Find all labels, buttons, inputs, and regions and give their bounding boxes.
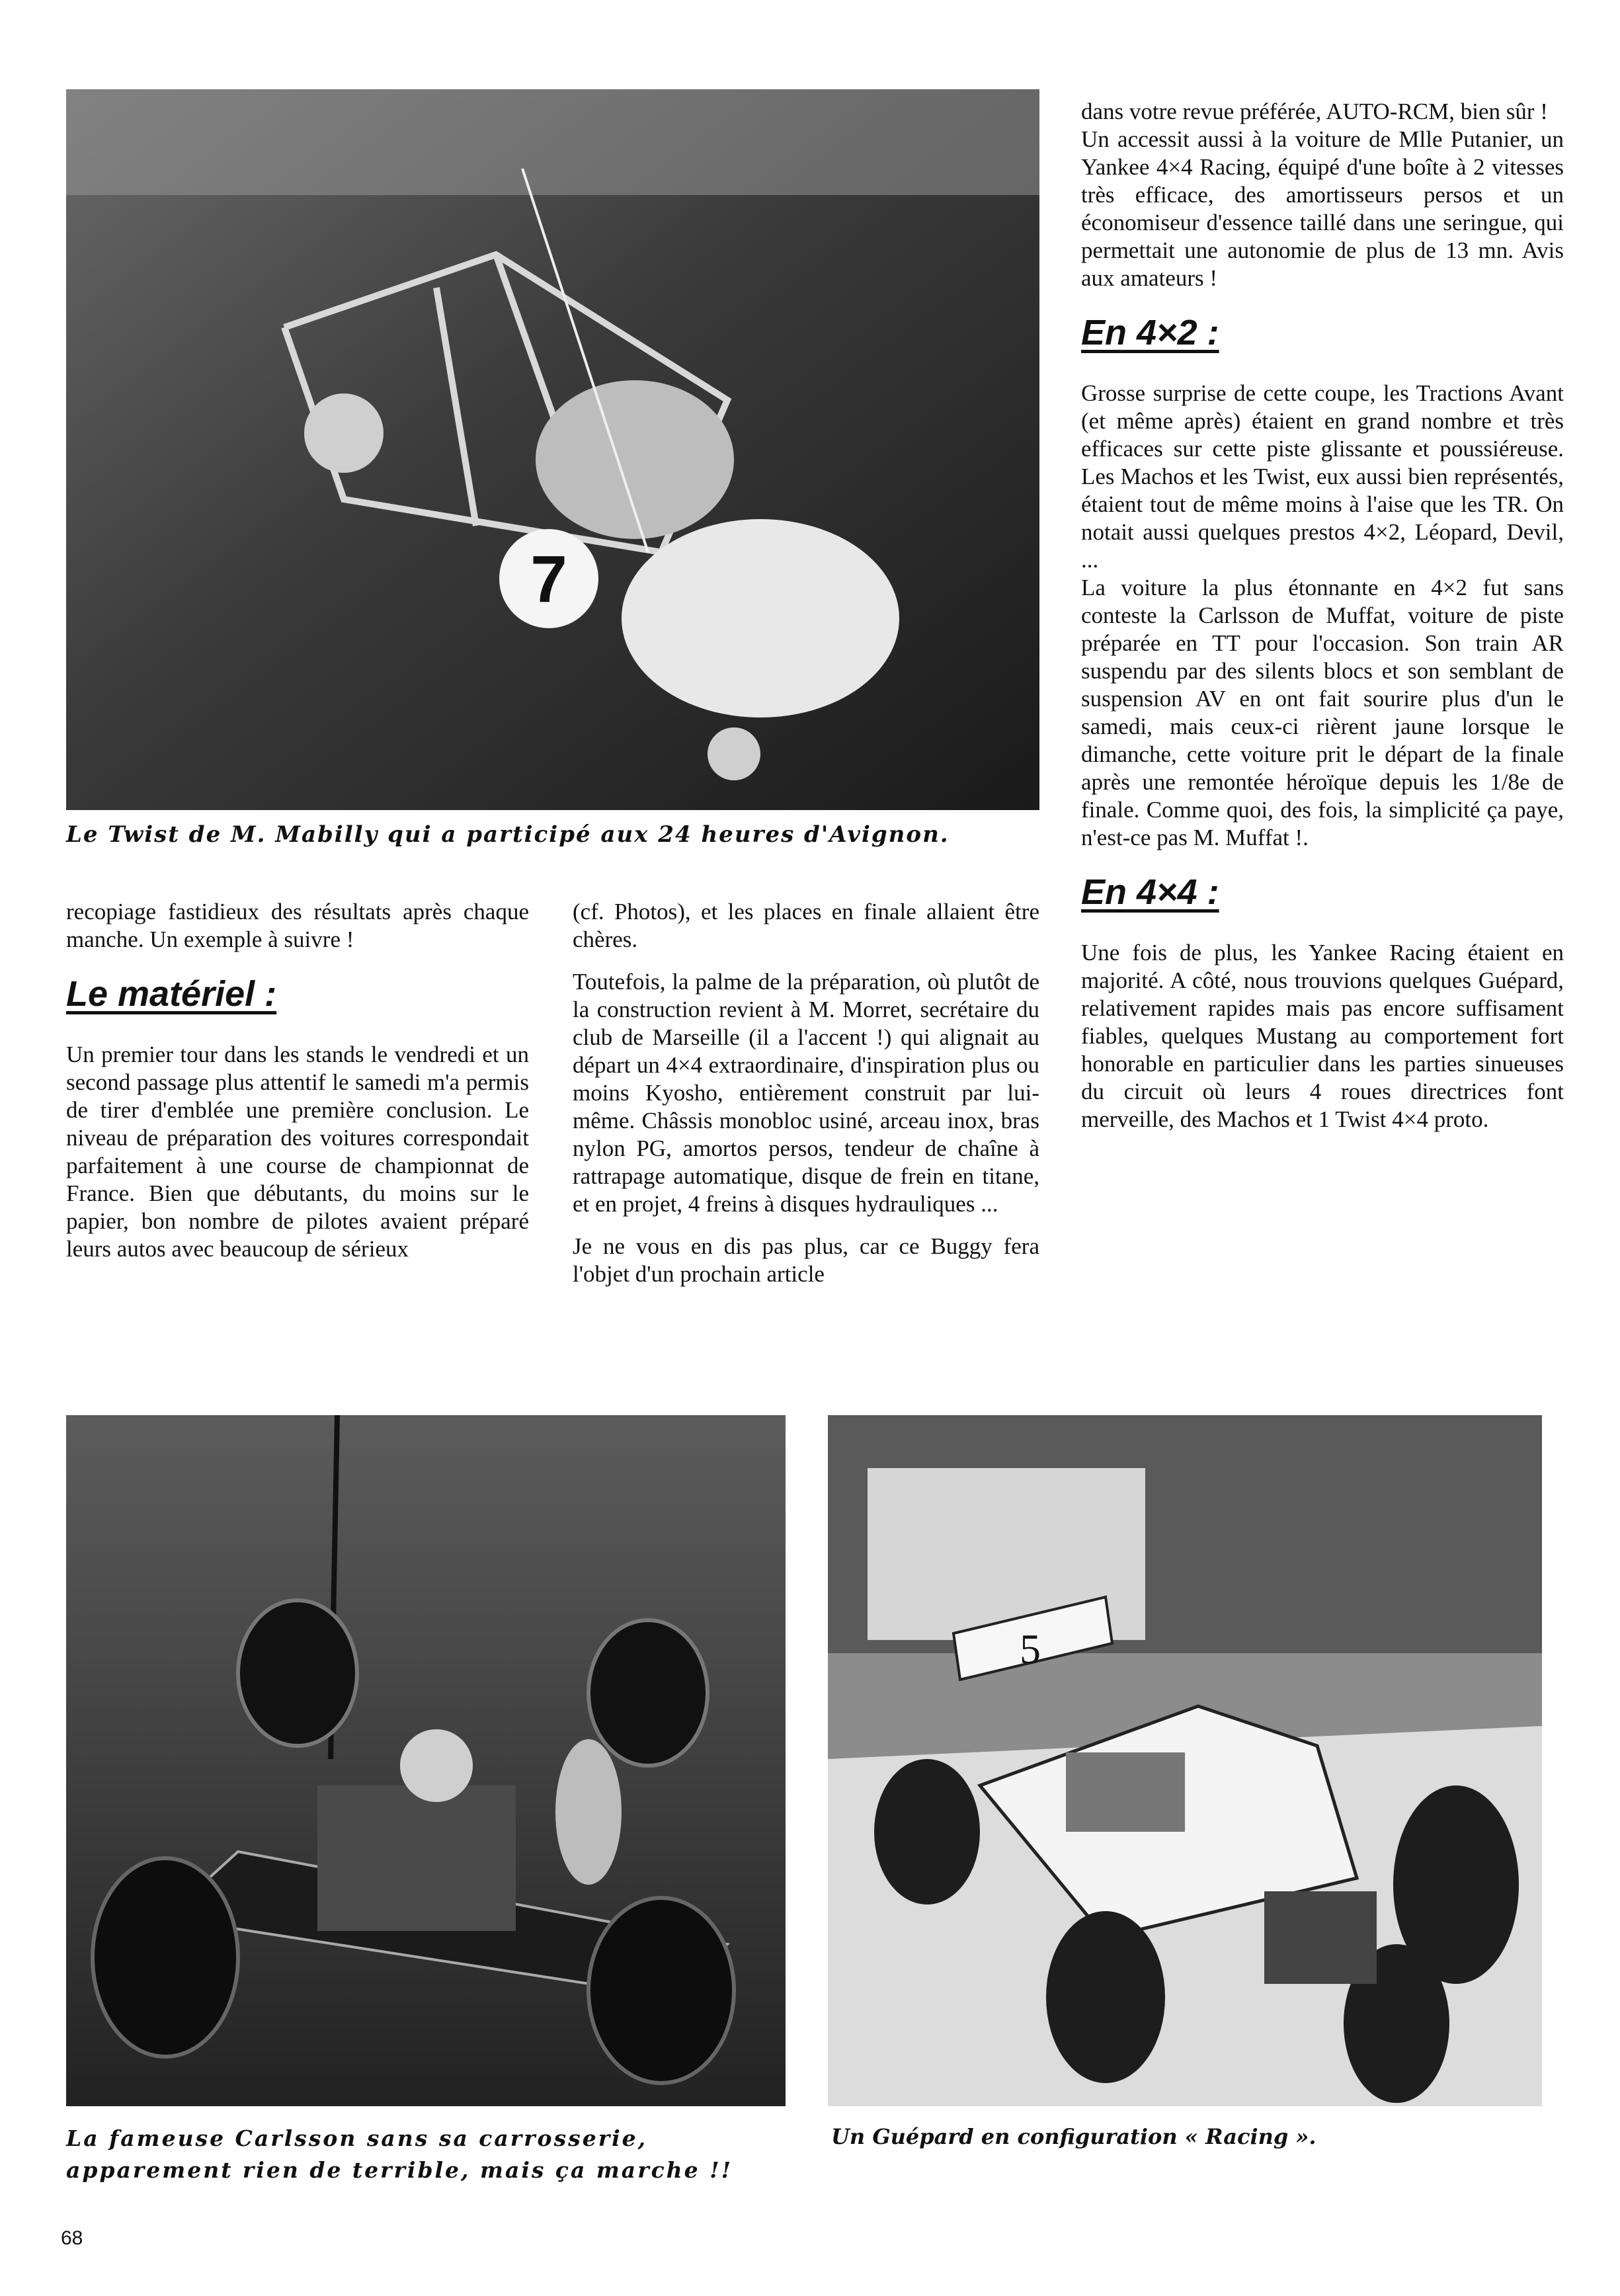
photo-guepard [828, 1415, 1542, 2106]
column-middle [573, 898, 1039, 1303]
heading-4x4: En 4×4 : [1081, 872, 1219, 912]
right-paragraph-3: Grosse surprise de cette coupe, les Tractions Avant (et même après) étaient en grand nombre et très efficaces sur cette piste glissante et poussiéreuse. Les Machos et les Twist, eux aussi bien représentés, étaient tout de même moins à l'aise que les TR. On notait aussi quelques prestos 4×2, Léopard, Devil, ... [1081, 380, 1564, 573]
left-paragraph-1: recopiage fastidieux des résultats après chaque manche. Un exemple à suivre ! [66, 899, 529, 952]
caption-guepard: Un Guépard en configuration « Racing ». [831, 2124, 1316, 2149]
photo-carlsson [66, 1415, 786, 2106]
middle-paragraph-1: (cf. Photos), et les places en finale allaient être chères. [573, 899, 1039, 952]
right-paragraph-2: Un accessit aussi à la voiture de Mlle Putanier, un Yankee 4×4 Racing, équipé d'une boîte à 2 vitesses très efficace, des amortisseurs persos et un économiseur d'essence taillé dans une seringue, qui permettait une autonomie de plus de 13 mn. Avis aux amateurs ! [1081, 126, 1564, 291]
heading-materiel: Le matériel : [66, 974, 277, 1014]
photo-twist [66, 89, 1039, 810]
middle-paragraph-3: Je ne vous en dis pas plus, car ce Buggy fera l'objet d'un prochain article [573, 1233, 1039, 1287]
page-number: 68 [61, 2227, 83, 2249]
right-paragraph-5: Une fois de plus, les Yankee Racing étaient en majorité. A côté, nous trouvions quelques Guépard, relativement rapides mais pas encore suffisament fiables, quelques Mustang au comportement fort honorable en particulier dans les parties sinueuses du circuit où leurs 4 roues directrices font merveille, des Machos et 1 Twist 4×4 proto. [1081, 940, 1564, 1132]
column-left [66, 898, 529, 1278]
twist-car-number: 7 [530, 542, 567, 616]
twist-photo-image [66, 89, 1039, 810]
carlsson-photo-image [66, 1415, 786, 2106]
right-paragraph-4: La voiture la plus étonnante en 4×2 fut sans conteste la Carlsson de Muffat, voiture de piste préparée en TT pour l'occasion. Son train AR suspendu par des silents blocs et son semblant de suspension AV en ont fait sourire plus d'un le samedi, mais ceux-ci rièrent jaune lorsque le dimanche, cette voiture prit le départ de la finale après une remontée héroïque depuis les 1/8e de finale. Comme quoi, des fois, la simplicité ça paye, n'est-ce pas M. Muffat !. [1081, 575, 1564, 850]
heading-4x2: En 4×2 : [1081, 313, 1219, 352]
right-paragraph-1: dans votre revue préférée, AUTO-RCM, bien sûr ! [1081, 99, 1548, 124]
column-right [1081, 98, 1564, 1148]
guepard-car-number: 5 [1020, 1625, 1041, 1672]
middle-paragraph-2: Toutefois, la palme de la préparation, où plutôt de la construction revient à M. Morret, secrétaire du club de Marseille (il a l'accent !) qui alignait au départ un 4×4 extraordinaire, d'inspiration plus ou moins Kyosho, entièrement construit par lui-même. Châssis monobloc usiné, arceau inox, bras nylon PG, amortos persos, tendeur de chaîne à rattrapage automatique, disque de frein en titane, et en projet, 4 freins à disques hydrauliques ... [573, 969, 1039, 1217]
guepard-photo-image [828, 1415, 1542, 2106]
caption-carlsson: La fameuse Carlsson sans sa carrosserie, apparement rien de terrible, mais ça marche !! [66, 2125, 733, 2183]
caption-twist: Le Twist de M. Mabilly qui a participé aux 24 heures d'Avignon. [66, 821, 950, 848]
left-paragraph-2: Un premier tour dans les stands le vendredi et un second passage plus attentif le samedi m'a permis de tirer d'emblée une première conclusion. Le niveau de préparation des voitures correspondait parfaitement à une course de championnat de France. Bien que débutants, du moins sur le papier, bon nombre de pilotes avaient préparé leurs autos avec beaucoup de sérieux [66, 1042, 529, 1262]
